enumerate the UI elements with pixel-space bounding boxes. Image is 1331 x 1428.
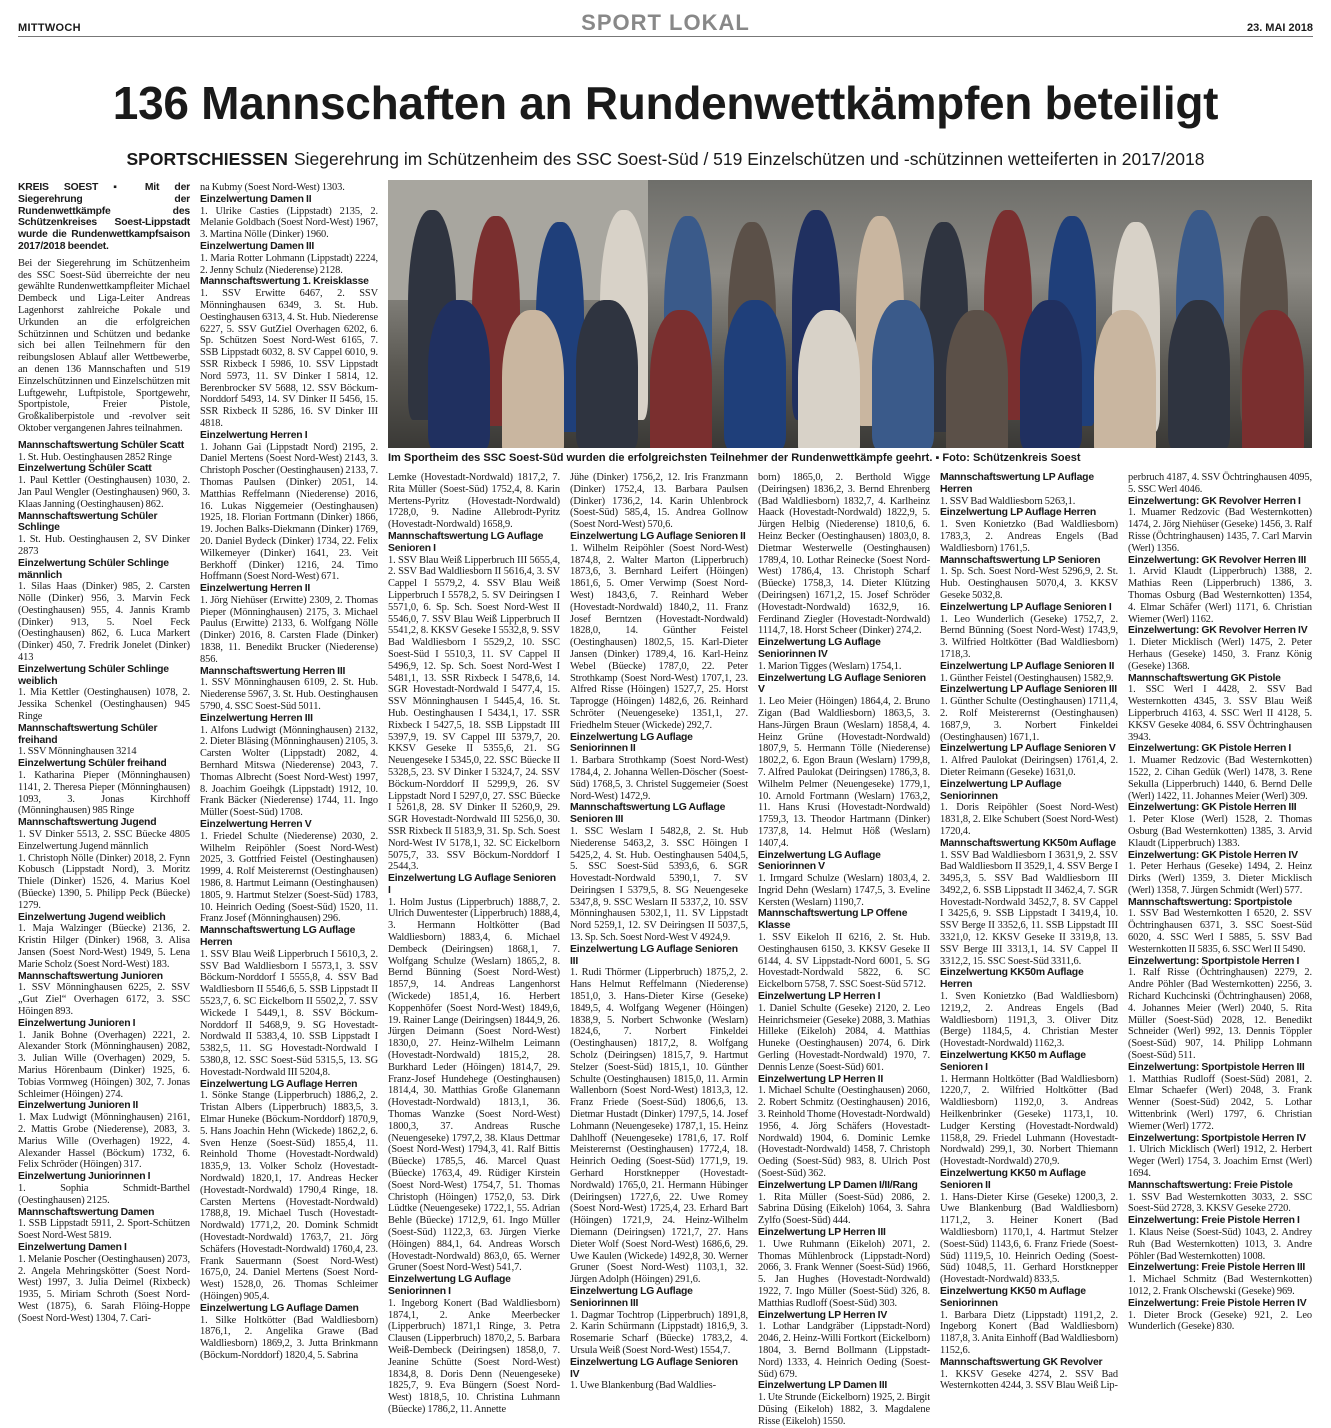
results-text: 1. Ulrich Micklisch (Werl) 1912, 2. Herbert Weger (Werl) 1754, 3. Joachim Ernst (Werl) 1694. [1128, 1144, 1312, 1180]
section-heading: Einzelwertung KK50m Auflage Herren [940, 967, 1084, 991]
results-text: born) 1865,0, 2. Berthold Wigge (Deiringsen) 1836,2, 3. Bernd Ehrenberg (Bad Waldliesborn) 1832,7, 4. Karlheinz Haack (Hovestadt-Nordwald) 1822,9, 5. Jürgen Helbig (Niederense) 1810,6, 6. Heinz Becker (Oestinghausen) 1803,0, 8. Dietmar Westerwelle (Oestinghausen) 1789,4, 10. Lothar Reinecke (Soest Nord-West) 1786,4, 13. Christoph Scharf (Büecke) 1758,3, 14. Dieter Klützing (Deiringsen) 1671,2, 15. Josef Schröder (Hovestadt-Nordwald) 1632,9, 16. Ferdinand Ziegler (Hovestadt-Nordwald) 1114,7, 18. Horst Scheer (Dinker) 274,2. [758, 472, 930, 637]
section-heading: Einzelwertung LP Herren II [758, 1073, 884, 1085]
section-heading: Einzelwertung LG Auflage Senioren V [758, 672, 926, 696]
section-heading: Einzelwertung LP Auflage Seniorinnen [940, 778, 1062, 802]
results-text: 1. Uwe Ruhmann (Eikeloh) 2071, 2. Thomas Mühlenbrock (Lippstadt-Nord) 2066, 3. Frank Wenner (Soest-Süd) 1966, 5. Jan Hughes (Hovestadt-Nordwald) 1922, 7. Ingo Müller (Soest-Süd) 326, 8. Matthias Rudloff (Soest-Süd) 303. [758, 1238, 930, 1309]
section-heading: Einzelwertung Damen I [18, 1241, 127, 1253]
results-text: 1. SSV Mönninghausen 6109, 2. St. Hub. Niederense 5967, 3. St. Hub. Oestinghausen 5790, 4. SSC Soest-Süd 5011. [200, 677, 378, 713]
article-column-2 [200, 182, 378, 1362]
results-text: na Kubmy (Soest Nord-West) 1303. [200, 182, 345, 193]
section-heading: Einzelwertung LG Auflage Damen [200, 1302, 359, 1314]
results-text: 1. SSB Lippstadt 5911, 2. Sport-Schützen Soest Nord-West 5819. [18, 1218, 190, 1242]
section-heading: Einzelwertung LP Herren IV [758, 1309, 888, 1321]
article-body: Bei der Siegerehrung im Schützenheim des SSC Soest-Süd überreichte der neu gewählte Rundenwettkampfleiter Michael Dembeck und Liga-Leiter Andreas Lagenhorst zahlreiche Pokale und Urkunden an die erfolgreichen Schützinnen und Schützen und bedanke sich bei allen Teilnehmern für den reibungslosen Ablauf aller Wettbewerbe, an denen 136 Mannschaften und 519 Einzelschützinnen und Einzelschützen mit Luftgewehr, Luftpistole, Sportgewehr, Sportpistole, Freier Pistole, Großkaliberpistole und -revolver seit Oktober vergangenen Jahres teilnahmen. [18, 257, 190, 434]
results-text: 1. Klaus Neise (Soest-Süd) 1043, 2. Andrey Ruh (Bad Westernkotten) 1013, 3. Andre Pöhler (Bad Westernkotten) 1008. [1128, 1227, 1312, 1262]
results-text: 1. Peter Herhaus (Geseke) 1494, 2. Heinz Dirks (Werl) 1359, 3. Dieter Micklisch (Werl) 1358, 7. Jürgen Schmidt (Werl) 577. [1128, 861, 1312, 896]
section-heading: Einzelwertung LP Auflage Senioren II [940, 660, 1115, 672]
section-heading: Einzelwertung: Freie Pistole Herren III [1128, 1262, 1306, 1274]
section-heading: Einzelwertung: GK Pistole Herren III [1128, 802, 1297, 814]
results-text: 1. Günther Feistel (Oestinghausen) 1582,9. [940, 672, 1114, 684]
section-heading: Einzelwertung: Freie Pistole Herren IV [1128, 1297, 1307, 1309]
results-text: 1. Dagmar Tochtrop (Lipperbruch) 1891,8, 2. Karin Schürmann (Lippstadt) 1816,9, 3. Rosemarie Scharf (Büecke) 1783,2, 4. Ursula Weiß (Soest Nord-West) 1554,7. [570, 1309, 748, 1356]
results-text: 1. St. Hub. Oestinghausen 2, SV Dinker 2873 [18, 534, 190, 557]
photo-person [650, 310, 712, 448]
section-heading: Mannschaftswertung Jugend [18, 817, 157, 829]
photo-person [1168, 300, 1230, 448]
results-text: 1. Christoph Nölle (Dinker) 2018, 2. Fynn Kobusch (Lippstadt Nord), 3. Moritz Thiele (Dinker) 1526, 4. Marius Koel (Büecke) 1390, 5. Philipp Peck (Büecke) 1279. [18, 852, 190, 911]
results-text: 1. Friedel Schulte (Niederense) 2030, 2. Wilhelm Reipöhler (Soest Nord-West) 2025, 3. Gottfried Feistel (Oestinghausen) 1999, 4. Rolf Meisterernst (Oestinghausen) 1986, 8. Hartmut Leimann (Oestinghausen) 1805, 9. Hartmut Stelzer (Soest-Süd) 1783, 10. Heinrich Oeding (Soest-Süd) 1520, 11. Franz Josef (Mönninghausen) 296. [200, 830, 378, 925]
section-heading: Einzelwertung Herren II [200, 583, 311, 595]
photo-person [576, 300, 638, 448]
results-text: 1. Michael Schulte (Oestinghausen) 2060, 2. Robert Schmitz (Oestinghausen) 2016, 3. Reinhold Thome (Hovestadt-Nordwald) 1956, 4. Jörg Schäfers (Hovestadt-Nordwald) 1904, 6. Dominic Lemke (Hovestadt-Nordwald) 1458, 7. Christoph Oeding (Soest-Süd) 983, 8. Ulrich Post (Soest-Süd) 362. [758, 1085, 930, 1180]
section-heading: Einzelwertung: GK Revolver Herren III [1128, 554, 1307, 566]
article-column-5 [758, 472, 930, 1428]
section-heading: Einzelwertung LG Auflage Seniorinnen III [570, 1285, 693, 1309]
section-heading: Einzelwertung Jugend weiblich [18, 911, 166, 923]
section-heading: Mannschaftswertung Damen [18, 1206, 155, 1218]
section-heading: Einzelwertung LG Auflage Senioren IV [570, 1356, 738, 1380]
results-text: 1. Irmgard Schulze (Weslarn) 1803,4, 2. Ingrid Dehn (Weslarn) 1747,5, 3. Eveline Kersten (Weslarn) 1190,7. [758, 873, 930, 908]
results-text: 1. Ralf Risse (Öchtringhausen) 2279, 2. Andre Pöhler (Bad Westernkotten) 2256, 3. Richard Kuchcinski (Öchtringhausen) 2068, 4. Johannes Meier (Werl) 2040, 5. Rita Müller (Soest-Süd) 2028, 12. Benedikt Schneider (Werl) 992, 13. Dennis Töppler (Soest-Süd) 907, 14. Philipp Lohmann (Soest-Süd) 511. [1128, 967, 1312, 1062]
results-text: 1. Sven Konietzko (Bad Waldliesborn) 1783,3, 2. Andreas Engels (Bad Waldliesborn) 1761,5. [940, 519, 1118, 554]
group-photo [388, 180, 1312, 448]
section-heading: Einzelwertung LP Auflage Senioren V [940, 743, 1116, 755]
photo-person [798, 310, 860, 448]
results-text: 1. SSC Werl I 4428, 2. SSV Bad Westernkotten 4345, 3. SSV Blau Weiß Lipperbruch 4163, 4. SSC Werl II 4128, 5. KKSV Geseke 4084, 6. SSV Öchtringhausen 3943. [1128, 684, 1312, 743]
section-heading: Einzelwertung Junioren II [18, 1100, 139, 1112]
section-heading: Mannschaftswertung GK Pistole [1128, 672, 1281, 684]
section-heading: Einzelwertung LG Auflage Seniorinnen I [388, 1274, 511, 1297]
section-heading: Einzelwertung Schüler Schlinge weiblich [18, 663, 169, 687]
article-column-1 [18, 182, 190, 1325]
article-column-6 [940, 472, 1118, 1392]
section-heading: Einzelwertung Damen II [200, 193, 312, 205]
section-heading: Einzelwertung: Sportpistole Herren I [1128, 955, 1300, 967]
section-heading: Einzelwertung LG Auflage Senioren I [388, 873, 556, 896]
section-heading: Einzelwertung LP Herren I [758, 991, 881, 1003]
results-text: 1. Silke Holtkötter (Bad Waldliesborn) 1876,1, 2. Angelika Grawe (Bad Waldliesborn) 1869,2, 3. Jutta Brinkmann (Böckum-Norddorf) 1820,4, 5. Sabrina [200, 1314, 378, 1361]
section-heading: Einzelwertung LG Auflage Seniorinnen V [758, 849, 881, 873]
results-text: 1. Dieter Micklisch (Werl) 1475, 2. Peter Herhaus (Geseke) 1450, 3. Franz König (Geseke) 1368. [1128, 637, 1312, 672]
section-heading: Einzelwertung Junioren I [18, 1017, 136, 1029]
results-text: 1. Peter Klose (Werl) 1528, 2. Thomas Osburg (Bad Westernkotten) 1385, 3. Arvid Klaudt (Lipperbruch) 1383. [1128, 814, 1312, 849]
results-text: 1. Hermann Holtkötter (Bad Waldliesborn) 1220,7, 2. Wilfried Holtkötter (Bad Waldliesborn) 1192,0, 3. Andreas Heilkenbrinker (Geseke) 1173,1, 10. Ludger Kersting (Hovestadt-Nordwald) 1158,8, 29. Friedel Luhmann (Hovestadt-Nordwald) 299,1, 30. Norbert Thiemann (Hovestadt-Nordwald) 270,9. [940, 1073, 1118, 1168]
results-text: 1. SSV Mönninghausen 3214 [18, 746, 137, 758]
results-text: 1. SSV Eikeloh II 6216, 2. St. Hub. Oestinghausen 6150, 3. KKSV Geseke II 6144, 4. SV Lippstadt-Nord 6001, 5. SG Hovestadt-Nordwald 5822, 6. SC Eickelborn 5758, 7. SSC Soest-Süd 5712. [758, 932, 930, 991]
section-heading: Mannschaftswertung LP Auflage Herren [940, 472, 1094, 495]
article-column-4 [570, 472, 748, 1392]
results-text: 1. Silas Haas (Dinker) 985, 2. Carsten Nölle (Dinker) 956, 3. Marvin Feck (Oestinghausen) 955, 4. Jannis Kramb (Dinker) 913, 5. Noel Feck (Oestinghausen) 862, 6. Luca Markert (Dinker) 450, 7. Fredrik Jonelet (Dinker) 413 [18, 581, 190, 664]
section-heading: Mannschaftswertung LG Auflage Herren [200, 925, 356, 948]
results-text: 1. Janik Bohne (Overhagen) 2221, 2. Alexander Stork (Mönninghausen) 2082, 3. Julian Wille (Overhagen) 2029, 5. Marius Hörenbaum (Dinker) 1925, 6. Tobias Vormweg (Höingen) 302, 7. Jonas Schleimer (Höingen) 274. [18, 1029, 190, 1100]
section-heading: Einzelwertung Herren V [200, 819, 312, 831]
results-text: 1. Alfons Ludwigt (Mönninghausen) 2132, 2. Dieter Bläsing (Mönninghausen) 2105, 3. Carsten Wolter (Lippstadt) 2082, 4. Bernhard Mitswa (Niederense) 2043, 7. Thomas Albrecht (Soest Nord-West) 1997, 8. Joachim Goeihgk (Lippstadt) 1912, 10. Frank Bäcker (Niederense) 1744, 11. Ingo Müller (Soest-Süd) 1708. [200, 724, 378, 819]
section-heading: Einzelwertung KK50 m Auflage Seniorinnen [940, 1285, 1086, 1309]
section-heading: Mannschaftswertung KK50m Auflage [940, 837, 1117, 849]
photo-caption: Im Sportheim des SSC Soest-Süd wurden die erfolgreichsten Teilnehmer der Rundenwettkämpfe geehrt. ▪ Foto: Schützenkreis Soest [388, 452, 1081, 464]
section-heading: Einzelwertung LP Auflage Senioren III [940, 684, 1117, 696]
section-heading: Einzelwertung: Sportpistole Herren III [1128, 1061, 1305, 1073]
results-text: 1. Ulrike Casties (Lippstadt) 2135, 2. Melanie Goldbach (Soest Nord-West) 1967, 3. Martina Nölle (Dinker) 1960. [200, 205, 378, 241]
results-text: 1. SSC Weslarn I 5482,8, 2. St. Hub Niederense 5463,2, 3. SSC Höingen I 5425,2, 4. St. Hub. Oestinghausen 5404,5, 5. SSC Soest-Süd 5393,6, 6. SGR Hovestadt-Nordwald 5390,1, 7. SV Deiringsen I 5379,5, 8. SG Neuengeseke 5347,8, 9. SSC Weslarn II 5337,2, 10. SSV Mönninghausen 5302,1, 11. SV Lippstadt Nord 5259,1, 12. SV Deiringsen II 5037,5, 13. Sp. Sch. Soest Nord-West V 4924,9. [570, 825, 748, 944]
page-header [18, 8, 1313, 37]
photo-person [1020, 300, 1082, 448]
results-text: 1. Lothar Landgräber (Lippstadt-Nord) 2046, 2. Heinz-Willi Fortkort (Eickelborn) 1804, 3. Bernd Bollmann (Lippstadt-Nord) 1333, 4. Heinrich Oeding (Soest-Süd) 679. [758, 1321, 930, 1380]
headline: 136 Mannschaften an Rundenwettkämpfen beteiligt [112, 77, 1219, 129]
photo-person [1242, 310, 1304, 448]
section-heading: Einzelwertung: GK Revolver Herren IV [1128, 625, 1308, 637]
section-heading: Einzelwertung LG Auflage Senioren II [570, 530, 746, 542]
section-heading: Mannschaftswertung LG Auflage Senioren I [388, 530, 544, 554]
results-text: 1. Muamer Redzovic (Bad Westernkotten) 1522, 2. Cihan Gedük (Werl) 1478, 3. Rene Sekulla (Lipperbruch) 1440, 6. Bernd Delle (Werl) 1422, 11. Johannes Meier (Werl) 309. [1128, 755, 1312, 802]
results-text: 1. Sönke Stange (Lipperbruch) 1886,2, 2. Tristan Albers (Lipperbruch) 1883,5, 3. Elmar Huneke (Böckum-Norddorf) 1870,9, 5. Hans Joachin Hehn (Wickede) 1862,2, 6. Sven Henze (Soest-Süd) 1855,4, 11. Reinhold Thome (Hovestadt-Nordwald) 1835,9, 13. Volker Scholz (Hovestadt-Nordwald) 1820,1, 17. Andreas Hecker (Hovestadt-Nordwald) 1790,4 Ringe, 18. Carsten Mertens (Hovestadt-Nordwald) 1788,8, 19. Michael Tusch (Hovestadt-Nordwald) 1771,2, 20. Domink Schmidt (Hovestadt-Nordwald) 1763,7, 21. Jörg Schäfers (Hovestadt-Nordwald) 1760,4, 23. Frank Sauermann (Soest Nord-West) 1675,0, 24. Daniel Mertens (Soest Nord-West) 1528,0, 26. Thomas Schleimer (Höingen) 905,4. [200, 1090, 378, 1302]
results-text: 1. KKSV Geseke 4274, 2. SSV Bad Westernkotten 4244, 3. SSV Blau Weiß Lip- [940, 1368, 1118, 1392]
results-text: 1. SSV Bad Waldliesborn I 3631,9, 2. SSV Bad Waldliesborn II 3529,1, 4. SSV Berge I 3495,3, 5. SSV Bad Waldliesborn III 3492,2, 6. SSB Lippstadt II 3462,4, 7. SGR Hovestadt-Nordwald 3452,7, 8. SV Cappel I 3425,6, 9. SSB Lippstadt I 3419,4, 10. SSV Berge II 3352,6, 11. SSB Lippstadt III 3321,0, 12. KKSV Geseke II 3319,8, 13. SSV Berge III 3313,1, 14. SV Cappel II 3312,2, 15. SSC Soest-Süd 3311,6. [940, 849, 1118, 967]
results-text: 1. Rita Müller (Soest-Süd) 2086, 2. Sabrina Düsing (Eikeloh) 1064, 3. Sahra Zylfo (Soest-Süd) 444. [758, 1191, 930, 1227]
results-text: 1. Max Ludwigt (Mönninghausen) 2161, 2. Mattis Grobe (Niederense), 2083, 3. Marius Wille (Overhagen) 1922, 4. Alexander Hassel (Böckum) 1732, 6. Felix Schröder (Höingen) 317. [18, 1112, 190, 1171]
section-heading: Einzelwertung Schüler Schlinge männlich [18, 557, 169, 581]
results-text: 1. Uwe Blankenburg (Bad Waldlies- [570, 1380, 716, 1392]
section-heading: Einzelwertung Herren I [200, 429, 308, 441]
results-text: 1. Arvid Klaudt (Lipperbruch) 1388, 2. Mathias Reen (Lipperbruch) 1386, 3. Thomas Osburg (Bad Westernkotten) 1354, 4. Elmar Schäfer (Werl) 1171, 6. Christian Wiemer (Werl) 1162. [1128, 566, 1312, 625]
section-heading: Einzelwertung Schüler freihand [18, 758, 167, 770]
results-text: 1. Rudi Thörmer (Lipperbruch) 1875,2, 2. Hans Helmut Reffelmann (Niederense) 1851,0, 3. Hans-Dieter Kirse (Geseke) 1849,5, 4. Wolfgang Wegener (Höingen) 1838,9, 5. Norbert Schwonke (Weslarn) 1824,6, 7. Norbert Finkeldei (Oestinghausen) 1817,2, 8. Wolfgang Scholz (Deiringsen) 1815,7, 9. Hartmut Stelzer (Soest-Süd) 1815,1, 10. Günther Schulte (Oestinghausen) 1815,0, 11. Armin Wallenborn (Soest Nord-West) 1813,3, 12. Franz Friede (Soest-Süd) 1806,6, 13. Dietmar Hustadt (Dinker) 1797,5, 14. Josef Lohmann (Neuengeseke) 1787,1, 15. Heinz Dahlhoff (Neuengeseke) 1781,6, 17. Rolf Meisterernst (Oestinghausen) 1772,4, 18. Heinrich Oeding (Soest-Süd) 1771,9, 19. Gerhard Horstknepper (Hovestadt-Nordwald) 1765,0, 21. Hermann Hübinger (Deiringsen) 1727,6, 22. Uwe Romey (Soest Nord-West) 1725,4, 23. Erhard Bart (Höingen) 1721,9, 24. Heinz-Wilhelm Diemann (Deiringsen) 1721,7, 27. Hans Dieter Wolf (Soest Nord-West) 1686,6, 29. Uwe Kaulen (Wickede) 1492,8, 30. Werner Gruner (Soest Nord-West) 1103,1, 32. Jürgen Adolph (Höingen) 291,6. [570, 967, 748, 1286]
results-text: 1. Jörg Niehüser (Erwitte) 2309, 2. Thomas Pieper (Mönninghausen) 2175, 3. Michael Paulus (Erwitte) 2133, 6. Wolfgang Nölle (Dinker) 2016, 8. Carsten Flade (Dinker) 1838, 11. Benedikt Brucker (Niederense) 856. [200, 594, 378, 665]
results-text: 1. Barbara Dietz (Lippstadt) 1191,2, 2. Ingeborg Konert (Bad Waldliesborn) 1187,8, 3. Anita Einhoff (Bad Waldliesborn) 1152,6. [940, 1309, 1118, 1356]
results-text: 1. SSV Blau Weiß Lipperbruch III 5655,4, 2. SSV Bad Waldliesborn II 5616,4, 3. SV Cappel I 5579,2, 4. SSV Blau Weiß Lipperbruch I 5578,2, 5. SV Deiringsen I 5571,0, 6. Sp. Sch. Soest Nord-West II 5546,0, 7. SSV Blau Weiß Lipperbruch II 5541,2, 8. KKSV Geseke I 5532,8, 9. SSV Bad Waldliesborn I 5529,2, 10. SSC Soest-Süd I 5510,3, 11. SV Cappel II 5496,9, 12. Sp. Sch. Soest Nord-West I 5481,1, 13. SSR Rixbeck I 5478,6, 14. SGR Hovestadt-Nordwald I 5477,4, 15. SSV Mönninghausen I 5445,4, 16. St. Hub. Oestinghausen I 5434,1, 17. SSR Rixbeck I 5427,5, 18. SSB Lippstadt III 5397,9, 19. SV Cappel III 5379,7, 20. KKSV Geseke II 5355,6, 21. SG Neuengeseke I 5345,0, 22. SSC Büecke II 5328,5, 23. SV Dinker I 5324,7, 24. SSV Böckum-Norddorf II 5299,9, 26. SV Lippstadt Nord I 5297,0, 27. SSC Büecke I 5261,8, 28. SV Dinker II 5260,9, 29. SGR Hovestadt-Nordwald III 5256,0, 30. SSR Rixbeck II 5183,9, 31. Sp. Sch. Soest Nord-West IV 5178,1, 32. SC Eickelborn 5075,7, 33. SSV Böckum-Norddorf I 2544,3. [388, 554, 560, 873]
results-text: 1. Matthias Rudloff (Soest-Süd) 2081, 2. Elmar Schaefer (Werl) 2048, 3. Frank Wenner (Soest-Süd) 2042, 5. Lothar Wittenbrink (Werl) 1797, 6. Christian Wiemer (Werl) 1772. [1128, 1073, 1312, 1132]
subheadline [18, 148, 1313, 170]
section-heading: Mannschaftswertung: Freie Pistole [1128, 1179, 1293, 1191]
results-text: 1. Wilhelm Reipöhler (Soest Nord-West) 1874,8, 2. Walter Marton (Lipperbruch) 1873,6, 3. Bernhard Leifert (Höingen) 1861,6, 5. Omer Verwimp (Soest Nord-West) 1843,6, 7. Reinhard Weber (Hovestadt-Nordwald) 1840,2, 11. Franz Josef Berntzen (Hovestadt-Nordwald) 1828,0, 14. Günther Feistel (Oestinghausen) 1802,5, 15. Karl-Dieter Jansen (Dinker) 1789,4, 16. Karl-Heinz Webel (Büecke) 1787,0, 22. Peter Strothkamp (Soest Nord-West) 1707,1, 23. Alfred Risse (Höingen) 1527,7, 25. Horst Taprogge (Höingen) 1482,6, 26. Reinhard Schröter (Neuengeseke) 1351,1, 27. Friedhelm Steuer (Wickede) 292,7. [570, 542, 748, 731]
results-text: 1. Alfred Paulokat (Deiringsen) 1761,4, 2. Dieter Reimann (Geseke) 1631,0. [940, 755, 1118, 778]
results-text: 1. Barbara Strothkamp (Soest Nord-West) 1784,4, 2. Johanna Wellen-Döscher (Soest-Süd) 1768,5, 3. Christel Suggemeier (Soest Nord-West) 1472,9. [570, 755, 748, 802]
section-heading: Einzelwertung Damen III [200, 240, 315, 252]
section-heading: Einzelwertung: GK Pistole Herren I [1128, 743, 1292, 755]
results-text: 1. Holm Justus (Lipperbruch) 1888,7, 2. Ulrich Duwentester (Lipperbruch) 1888,4, 3. Hermann Holtkötter (Bad Waldliesborn) 1883,4, 6. Michael Dembeck (Deiringsen) 1868,1, 7. Wolfgang Schulze (Weslarn) 1865,2, 8. Bernd Bünning (Soest Nord-West) 1857,9, 14. Andreas Langenhorst (Wickede) 1851,4, 16. Herbert Koppenhöfer (Soest Nord-West) 1849,6, 19. Rainer Lange (Deiringsen) 1844,9, 26. Jürgen Deimann (Soest Nord-West) 1830,0, 27. Heinz-Wilhelm Leimann (Hovestadt-Nordwald) 1815,2, 28. Burkhard Leder (Höingen) 1814,7, 29. Franz-Josef Hundehege (Oestinghausen) 1814,4, 30. Matthias Große Glanemann (Hovestadt-Nordwald) 1813,1, 36. Thomas Wanzke (Soest Nord-West) 1800,3, 37. Andreas Rusche (Neuengeseke) 1797,2, 38. Klaus Dettmar (Soest Nord-West) 1794,3, 41. Ralf Bittis (Büecke) 1785,5, 46. Marcel Quast (Büecke) 1763,4, 49. Rüdiger Kirstein (Soest Nord-West) 1754,7, 51. Thomas Christoph (Höingen) 1752,0, 53. Dirk Lüdtke (Neuengeseke) 1722,1, 55. Adrian Behle (Büecke) 1712,9, 61. Ingo Müller (Soest-Süd) 1122,3, 63. Jürgen Vierke (Höingen) 884,1, 64. Andreas Worsch (Hovestadt-Nordwald) 863,0, 65. Werner Gruner (Soest Nord-West) 541,7. [388, 896, 560, 1274]
section-heading: Mannschaftswertung LG Auflage Senioren III [570, 802, 726, 826]
section-heading: Einzelwertung LG Auflage Senioren III [570, 943, 738, 967]
results-text: perbruch 4187, 4. SSV Öchtringhausen 4095, 5. SSC Werl 4046. [1128, 472, 1312, 495]
results-text: 1. Johann Gai (Lippstadt Nord) 2195, 2. Daniel Mertens (Soest Nord-West) 2143, 3. Christoph Poscher (Oestinghausen) 2133, 7. Thomas Paulsen (Dinker) 2051, 14. Matthias Reffelmann (Niederense) 2016, 16. Lukas Niggemeier (Oestinghausen) 1925, 18. Florian Fortmann (Dinker) 1866, 19. Jochen Balks-Diekmann (Dinker) 1769, 20. Daniel Bydeck (Dinker) 1734, 22. Felix Wilkemeyer (Dinker) 1641, 23. Veit Berkhoff (Dinker) 1216, 24. Timo Hoffmann (Soest Nord-West) 671. [200, 441, 378, 583]
photo-person [724, 300, 786, 448]
section-heading: Einzelwertung KK50 m Auflage Senioren II [940, 1168, 1086, 1191]
results-text: Lemke (Hovestadt-Nordwald) 1817,2, 7. Rita Müller (Soest-Süd) 1752,4, 8. Karin Mertens-Pyritz (Hovestadt-Nordwald) 1728,0, 9. Nadine Allebrodt-Pyritz (Hovestadt-Nordwald) 1658,9. [388, 472, 560, 531]
section-heading: Einzelwertung LP Auflage Herren [940, 507, 1096, 519]
section-heading: Mannschaftswertung 1. Kreisklasse [200, 276, 369, 288]
section-heading: Einzelwertung LG Auflage Seniorinnen IV [758, 637, 881, 660]
section-heading: Mannschaftswertung Schüler freihand [18, 722, 158, 746]
article-column-7 [1128, 472, 1312, 1333]
results-text: 1. Ingeborg Konert (Bad Waldliesborn) 1874,1, 2. Anke Meerbecker (Lipperbruch) 1871,1 Ringe, 3. Petra Clausen (Lipperbruch) 1870,2, 5. Barbara Weiß-Dembeck (Deiringsen) 1858,0, 7. Jeanine Schütte (Soest Nord-West) 1834,8, 8. Doris Denn (Neuengeseke) 1825,7, 9. Eva Büngern (Soest Nord-West) 1818,5, 10. Christina Luhmann (Büecke) 1786,2, 11. Annette [388, 1297, 560, 1415]
results-text: 1. Daniel Schulte (Geseke) 2120, 2. Leo Heinrichsmeier (Geseke) 2088, 3. Mathias Hilleke (Eikeloh) 2084, 4. Matthias Huneke (Oestinghausen) 2074, 6. Dirk Gerling (Hovestadt-Nordwald) 1970, 7. Dennis Lenze (Soest-Süd) 601. [758, 1002, 930, 1073]
results-text: 1. Paul Kettler (Oestinghausen) 1030, 2. Jan Paul Wengler (Oestinghausen) 960, 3. Klaas Janning (Oestinghausen) 862. [18, 475, 190, 510]
results-text: 1. Günther Schulte (Oestinghausen) 1711,4, 2. Rolf Meisterernst (Oestinghausen) 1687,9, 3. Norbert Finkeldei (Oestinghausen) 1671,1. [940, 696, 1118, 743]
section-heading: Einzelwertung: GK Revolver Herren I [1128, 495, 1301, 507]
section-heading: Mannschaftswertung Herren III [200, 665, 346, 677]
results-text: 1. SSV Erwitte 6467, 2. SSV Mönninghausen 6349, 3. St. Hub. Oestinghausen 6313, 4. St. Hub. Niederense 6227, 5. SSV GutZiel Overhagen 6202, 6. Sp. Schützen Soest Nord-West 6165, 7. SSB Lippstadt 6032, 8. SV Cappel 6010, 9. SSR Rixbeck I 5986, 10. SSV Lippstadt Nord 5973, 11. SV Dinker I 5814, 12. Berenbrocker SV 5688, 12. SSV Böckum-Norddorf 5493, 14. SV Dinker II 5456, 15. SSR Rixbeck II 5286, 16. SV Dinker III 4818. [200, 288, 378, 429]
section-heading: Mannschaftswertung Junioren [18, 970, 163, 982]
results-text: 1. St. Hub. Oestinghausen 2852 Ringe [18, 451, 172, 463]
results-text: 1. Doris Reipöhler (Soest Nord-West) 1831,8, 2. Elke Schubert (Soest Nord-West) 1720,4. [940, 802, 1118, 837]
results-text: 1. Marion Tigges (Weslarn) 1754,1. [758, 660, 902, 672]
section-heading: Mannschaftswertung: Sportpistole [1128, 896, 1293, 908]
results-text: 1. Ute Strunde (Eickelborn) 1925, 2. Birgit Düsing (Eikeloh) 1882, 3. Magdalene Risse (Eikeloh) 1550. [758, 1392, 930, 1427]
section-heading: Mannschaftswertung Schüler Schlinge [18, 510, 158, 534]
photo-person [872, 300, 934, 448]
results-text: 1. Katharina Pieper (Mönninghausen) 1141, 2. Theresa Pieper (Mönninghausen) 1093, 3. Jonas Kirchhoff (Mönninghausen) 985 Ringe [18, 770, 190, 817]
results-text: 1. Sp. Sch. Soest Nord-West 5296,9, 2. St. Hub. Oestinghausen 5070,4, 3. KKSV Geseke 5032,8. [940, 566, 1118, 601]
section-heading: Mannschaftswertung LP Offene Klasse [758, 908, 908, 932]
results-text: 1. SSV Blau Weiß Lipperbruch I 5610,3, 2. SSV Bad Waldliesborn I 5573,1, 3. SSV Böckum-Norddorf I 5555,8, 4. SSV Bad Waldliesborn II 5546,6, 5. SSB Lippstadt II 5523,7, 6. SC Eickelborn II 5502,2, 7. SSV Wickede I 5449,1, 8. SSV Böckum-Norddorf II 5468,9, 9. SG Hovestadt-Nordwald II 5383,4, 10. SSB Lippstadt I 5382,5, 11. SG Hovestadt-Nordwald I 5380,8, 12. SSC Soest-Süd 5315,5, 13. SG Hovestadt-Nordwald III 5204,8. [200, 948, 378, 1078]
results-text: 1. Melanie Poscher (Oestinghausen) 2073, 2. Angela Mehringskötter (Soest Nord-West) 1997, 3. Julia Deimel (Rixbeck) 1935, 5. Miriam Schroth (Soest Nord-West (1875), 6. Sarah Flöing-Hoppe (Soest Nord-West) 1304, 7. Cari- [18, 1253, 190, 1324]
section-heading: Mannschaftswertung Schüler Scatt [18, 439, 185, 451]
results-text: 1. SSV Mönninghausen 6225, 2. SSV „Gut Ziel“ Overhagen 6172, 3. SSC Höingen 893. [18, 982, 190, 1017]
section-heading: Einzelwertung KK50 m Auflage Senioren I [940, 1050, 1086, 1073]
section-heading: Einzelwertung LG Auflage Herren [200, 1078, 358, 1090]
results-text: 1. Maja Walzinger (Büecke) 2136, 2. Kristin Hilger (Dinker) 1968, 3. Alisa Jansen (Soest Nord-West) 1949, 5. Lena Marie Scholz (Soest Nord-West) 183. [18, 923, 190, 970]
section-heading: Einzelwertung: Freie Pistole Herren I [1128, 1215, 1300, 1227]
section-heading: Einzelwertung LP Herren III [758, 1227, 886, 1238]
section-heading: Mannschaftswertung LP Senioren [940, 554, 1101, 566]
results-text: 1. Muamer Redzovic (Bad Westernkotten) 1474, 2. Jörg Niehüser (Geseke) 1456, 3. Ralf Risse (Öchtringhausen) 1435, 7. Carl Marvin (Werl) 1356. [1128, 507, 1312, 554]
section-title: SPORT LOKAL [581, 10, 750, 35]
photo-person [502, 310, 564, 448]
results-text: 1. Leo Wunderlich (Geseke) 1752,7, 2. Bernd Bünning (Soest Nord-West) 1743,9, 3. Wilfried Holtkötter (Bad Waldliesborn) 1718,3. [940, 613, 1118, 660]
section-heading: Einzelwertung LP Damen III [758, 1380, 888, 1392]
results-text: 1. Maria Rotter Lohmann (Lippstadt) 2224, 2. Jenny Schulz (Niederense) 2128. [200, 252, 378, 276]
results-text: 1. Michael Schmitz (Bad Westernkotten) 1012, 2. Frank Olschewski (Geseke) 969. [1128, 1274, 1312, 1297]
photo-person [946, 310, 1008, 448]
results-text: 1. SV Dinker 5513, 2. SSC Büecke 4805 Einzelwertung Jugend männlich [18, 829, 190, 852]
results-text: 1. Leo Meier (Höingen) 1864,4, 2. Bruno Zigan (Bad Waldliesborn) 1863,5, 3. Hans-Jürgen Braun (Weslarn) 1858,4, 4. Heinz Grüne (Hovestadt-Nordwald) 1807,9, 5. Hermann Tölle (Niederense) 1802,2, 6. Egon Braun (Weslarn) 1799,8, 7. Alfred Paulokat (Deiringsen) 1786,3, 8. Wilhelm Pelmer (Neuengeseke) 1779,1, 10. Arnold Fortmann (Weslarn) 1763,2, 11. Hans Krusi (Hovestadt-Nordwald) 1759,3, 13. Theodor Hartmann (Dinker) 1737,8, 14. Helmut Höß (Weslarn) 1407,4. [758, 696, 930, 849]
results-text: 1. Dieter Brock (Geseke) 921, 2. Leo Wunderlich (Geseke) 830. [1128, 1309, 1312, 1333]
results-text: 1. Hans-Dieter Kirse (Geseke) 1200,3, 2. Uwe Blankenburg (Bad Waldliesborn) 1171,2, 3. Heiner Konert (Bad Waldliesborn) 1170,1, 4. Hartmut Stelzer (Soest-Süd) 1143,6, 6. Franz Friede (Soest-Süd) 1119,5, 10. Heinrich Oeding (Soest-Süd) 1048,5, 11. Gerhard Horstknepper (Hovestadt-Nordwald) 833,5. [940, 1191, 1118, 1286]
section-heading: Mannschaftswertung GK Revolver [940, 1356, 1103, 1368]
section-heading: Einzelwertung: Sportpistole Herren IV [1128, 1132, 1306, 1144]
section-heading: Einzelwertung Juniorinnen I [18, 1171, 151, 1183]
issue-date: 23. MAI 2018 [1246, 22, 1313, 34]
photo-person [1094, 310, 1156, 448]
section-heading: Einzelwertung LP Auflage Senioren I [940, 601, 1112, 613]
section-heading: Einzelwertung Herren III [200, 712, 313, 724]
results-text: Jühe (Dinker) 1756,2, 12. Iris Franzmann (Dinker) 1752,4, 13. Barbara Paulsen (Dinker) 1736,2, 14. Karin Uhlenbrock (Soest-Süd) 585,4, 15. Andrea Gollnow (Soest Nord-West) 570,6. [570, 472, 748, 531]
section-heading: Einzelwertung LG Auflage Seniorinnen II [570, 731, 693, 755]
photo-person [428, 300, 490, 448]
article-column-3 [388, 472, 560, 1416]
results-text: 1. SSV Bad Westernkotten 3033, 2. SSC Soest-Süd 2728, 3. KKSV Geseke 2720. [1128, 1191, 1312, 1215]
results-text: 1. Sven Konietzko (Bad Waldliesborn) 1219,2, 2. Andreas Engels (Bad Waldliesborn) 1191,3, 3. Oliver Ditz (Berge) 1184,5, 4. Christian Mester (Hovestadt-Nordwald) 1162,3. [940, 991, 1118, 1050]
results-text: 1. Mia Kettler (Oestinghausen) 1078, 2. Jessika Schenkel (Oestinghausen) 945 Ringe [18, 687, 190, 723]
section-heading: Einzelwertung: GK Pistole Herren IV [1128, 849, 1298, 861]
results-text: 1. SSV Bad Waldliesborn 5263,1. [940, 495, 1076, 507]
results-text: 1. SSV Bad Westernkotten I 6520, 2. SSV Öchtringhausen 6371, 3. SSC Soest-Süd 6020, 4. SSC Werl I 5885, 5. SSV Bad Westernkotten II 5835, 6. SSC Werl II 5490. [1128, 908, 1312, 955]
weekday: MITTWOCH [18, 22, 81, 34]
results-text: 1. Sophia Schmidt-Barthel (Oestinghausen) 2125. [18, 1182, 190, 1206]
section-heading: Einzelwertung Schüler Scatt [18, 463, 152, 475]
article-lead: KREIS SOEST ▪ Mit der Siegerehrung der Rundenwettkämpfe des Schützenkreises Soest-Lippstadt wurde die Rundenwettkampfsaison 2017/2018 beendet. [18, 182, 190, 252]
kicker: SPORTSCHIESSEN [126, 149, 288, 169]
subheadline-text: Siegerehrung im Schützenheim des SSC Soest-Süd / 519 Einzelschützen und -schützinnen wetteiferten in 2017/2018 [293, 149, 1205, 169]
section-heading: Einzelwertung LP Damen I/II/Rang [758, 1179, 918, 1191]
